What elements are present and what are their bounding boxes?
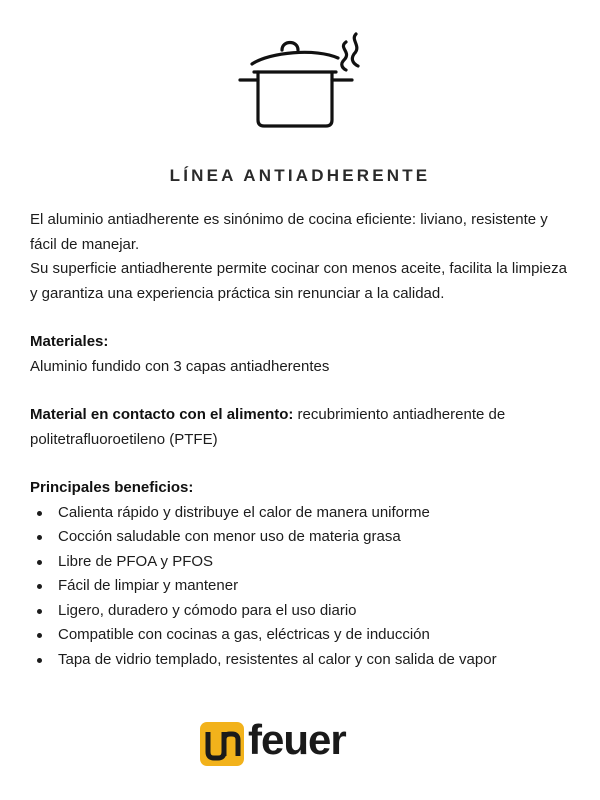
brand-name: feuer bbox=[248, 716, 346, 763]
intro-paragraph-1: El aluminio antiadherente es sinónimo de cocina eficiente: liviano, resistente y fácil de manejar. bbox=[30, 211, 548, 253]
benefit-item: Tapa de vidrio templado, resistentes al calor y con salida de vapor bbox=[30, 648, 575, 673]
benefits-label: Principales beneficios: bbox=[30, 479, 194, 496]
benefit-item: Libre de PFOA y PFOS bbox=[30, 550, 575, 575]
contact-material-section bbox=[30, 403, 575, 452]
benefit-item: Fácil de limpiar y mantener bbox=[30, 574, 575, 599]
benefit-item: Compatible con cocinas a gas, eléctricas y de inducción bbox=[30, 623, 575, 648]
benefits-section bbox=[30, 476, 575, 672]
cooking-pot-icon bbox=[234, 28, 366, 132]
page-title: LÍNEA ANTIADHERENTE bbox=[169, 166, 431, 185]
benefits-list bbox=[30, 501, 575, 673]
benefit-item: Ligero, duradero y cómodo para el uso diario bbox=[30, 599, 575, 624]
materials-value: Aluminio fundido con 3 capas antiadherentes bbox=[30, 357, 330, 375]
materials-label: Materiales: bbox=[30, 333, 109, 350]
brand-logo-mark bbox=[200, 722, 244, 766]
benefit-item: Calienta rápido y distribuye el calor de manera uniforme bbox=[30, 501, 575, 526]
intro-paragraph-2: Su superficie antiadherente permite cocinar con menos aceite, facilita la limpieza y garantiza una experiencia práctica sin renunciar a la calidad. bbox=[30, 260, 567, 302]
materials-section bbox=[30, 330, 575, 379]
benefit-item: Cocción saludable con menor uso de materia grasa bbox=[30, 525, 575, 550]
contact-material-value: recubrimiento antiadherente de politetrafluoroetileno (PTFE) bbox=[30, 406, 506, 448]
product-description bbox=[30, 208, 575, 672]
contact-material-label: Material en contacto con el alimento: bbox=[30, 406, 294, 423]
brand-logo bbox=[200, 716, 405, 766]
